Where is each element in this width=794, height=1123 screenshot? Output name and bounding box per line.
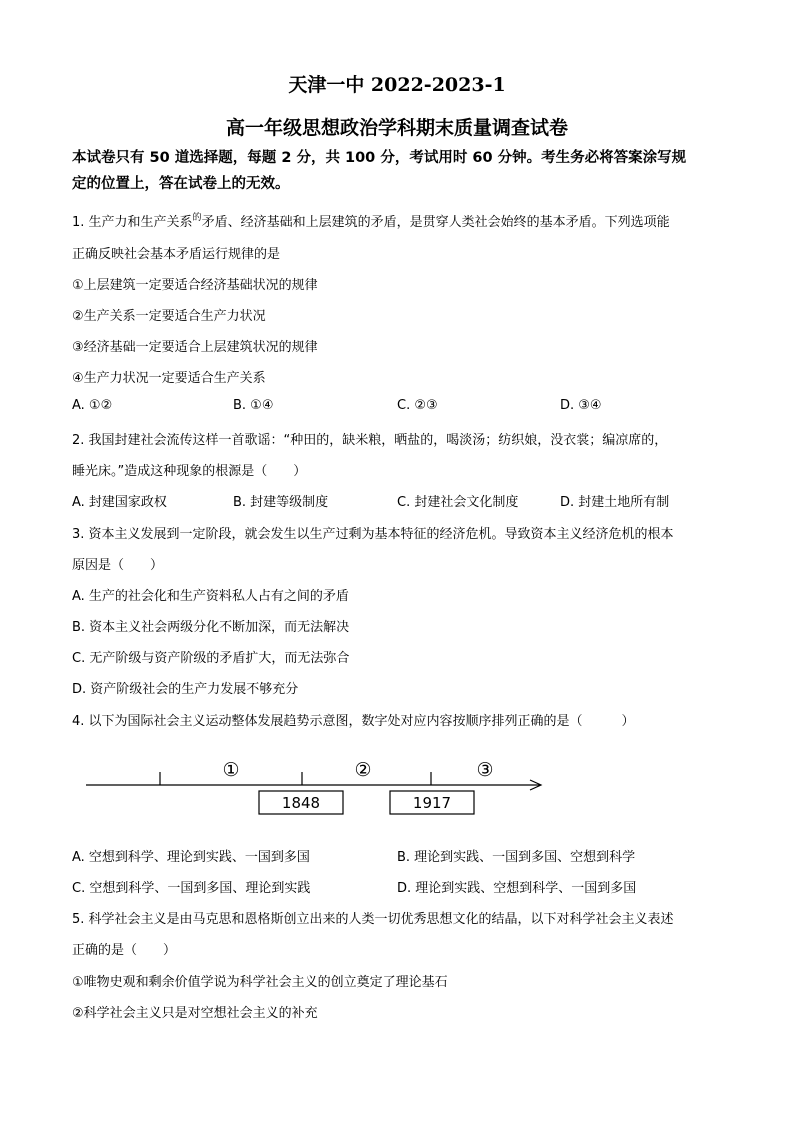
- q5-stem-line-1: 5. 科学社会主义是由马克思和恩格斯创立出来的人类一切优秀思想文化的结晶，以下对科学社会主义表述: [72, 912, 674, 927]
- q1-stem-line-2: 正确反映社会基本矛盾运行规律的是: [72, 247, 281, 262]
- q2-option-c[interactable]: C. 封建社会文化制度: [397, 495, 519, 510]
- q1-item-2: ②生产关系一定要适合生产力状况: [72, 309, 266, 324]
- q1-stem-line-1: 1. 生产力和生产关系$^的$矛盾、经济基础和上层建筑的矛盾，是贯穿人类社会始终的基本矛盾。下列选项能: [72, 213, 670, 230]
- exam-notice: [72, 145, 732, 197]
- q1-option-b[interactable]: B. ①④: [233, 398, 274, 413]
- q4-stem-line-1: 4. 以下为国际社会主义运动整体发展趋势示意图，数字处对应内容按顺序排列正确的是（ ）: [72, 714, 635, 729]
- q2-stem-line-2: 睡光床。”造成这种现象的根源是（ ）: [72, 464, 307, 479]
- q4-option-d[interactable]: D. 理论到实践、空想到科学、一国到多国: [397, 881, 637, 896]
- q5-item-1: ①唯物史观和剩余价值学说为科学社会主义的创立奠定了理论基石: [72, 975, 448, 990]
- year-label-1848: 1848: [281, 794, 321, 812]
- q4-option-b[interactable]: B. 理论到实践、一国到多国、空想到科学: [397, 850, 636, 865]
- q1-option-d[interactable]: D. ③④: [560, 398, 602, 413]
- notice-line-2: 定的位置上，答在试卷上的无效。: [72, 176, 290, 192]
- notice-line-1: 本试卷只有 50 道选择题，每题 2 分，共 100 分，考试用时 60 分钟。考生务必将答案涂写规: [72, 150, 687, 166]
- q4-option-a[interactable]: A. 空想到科学、理论到实践、一国到多国: [72, 850, 310, 865]
- timeline-mark-1: ①: [222, 759, 240, 781]
- q5-stem-line-2: 正确的是（ ）: [72, 943, 177, 958]
- q2-option-d[interactable]: D. 封建土地所有制: [560, 495, 670, 510]
- q5-item-2: ②科学社会主义只是对空想社会主义的补充: [72, 1006, 318, 1021]
- q3-option-a[interactable]: A. 生产的社会化和生产资料私人占有之间的矛盾: [72, 589, 349, 604]
- q1-item-3: ③经济基础一定要适合上层建筑状况的规律: [72, 340, 318, 355]
- q1-item-4: ④生产力状况一定要适合生产关系: [72, 371, 266, 386]
- year-label-1917: 1917: [412, 794, 452, 812]
- q2-option-b[interactable]: B. 封建等级制度: [233, 495, 329, 510]
- exam-title-subject: 高一年级思想政治学科期末质量调查试卷: [225, 117, 568, 139]
- q3-stem-line-2: 原因是（ ）: [72, 558, 164, 573]
- q4-option-c[interactable]: C. 空想到科学、一国到多国、理论到实践: [72, 881, 311, 896]
- q2-stem-line-1: 2. 我国封建社会流传这样一首歌谣：“种田的，缺米粮，晒盐的，喝淡汤；纺织娘，没衣裳；编凉席的，: [72, 433, 668, 448]
- q4-timeline-diagram: [80, 755, 550, 823]
- timeline-mark-3: ③: [476, 759, 494, 781]
- q1-option-c[interactable]: C. ②③: [397, 398, 438, 413]
- q3-stem-line-1: 3. 资本主义发展到一定阶段，就会发生以生产过剩为基本特征的经济危机。导致资本主义经济危机的根本: [72, 527, 674, 542]
- exam-title-school: 天津一中 2022-2023-1: [288, 74, 506, 96]
- q3-option-b[interactable]: B. 资本主义社会两级分化不断加深，而无法解决: [72, 620, 350, 635]
- timeline-mark-2: ②: [354, 759, 372, 781]
- q1-sup: 的: [192, 213, 202, 223]
- q3-option-d[interactable]: D. 资产阶级社会的生产力发展不够充分: [72, 682, 299, 697]
- q3-option-c[interactable]: C. 无产阶级与资产阶级的矛盾扩大，而无法弥合: [72, 651, 350, 666]
- q1-option-a[interactable]: A. ①②: [72, 398, 113, 413]
- q2-option-a[interactable]: A. 封建国家政权: [72, 495, 167, 510]
- q1-item-1: ①上层建筑一定要适合经济基础状况的规律: [72, 278, 318, 293]
